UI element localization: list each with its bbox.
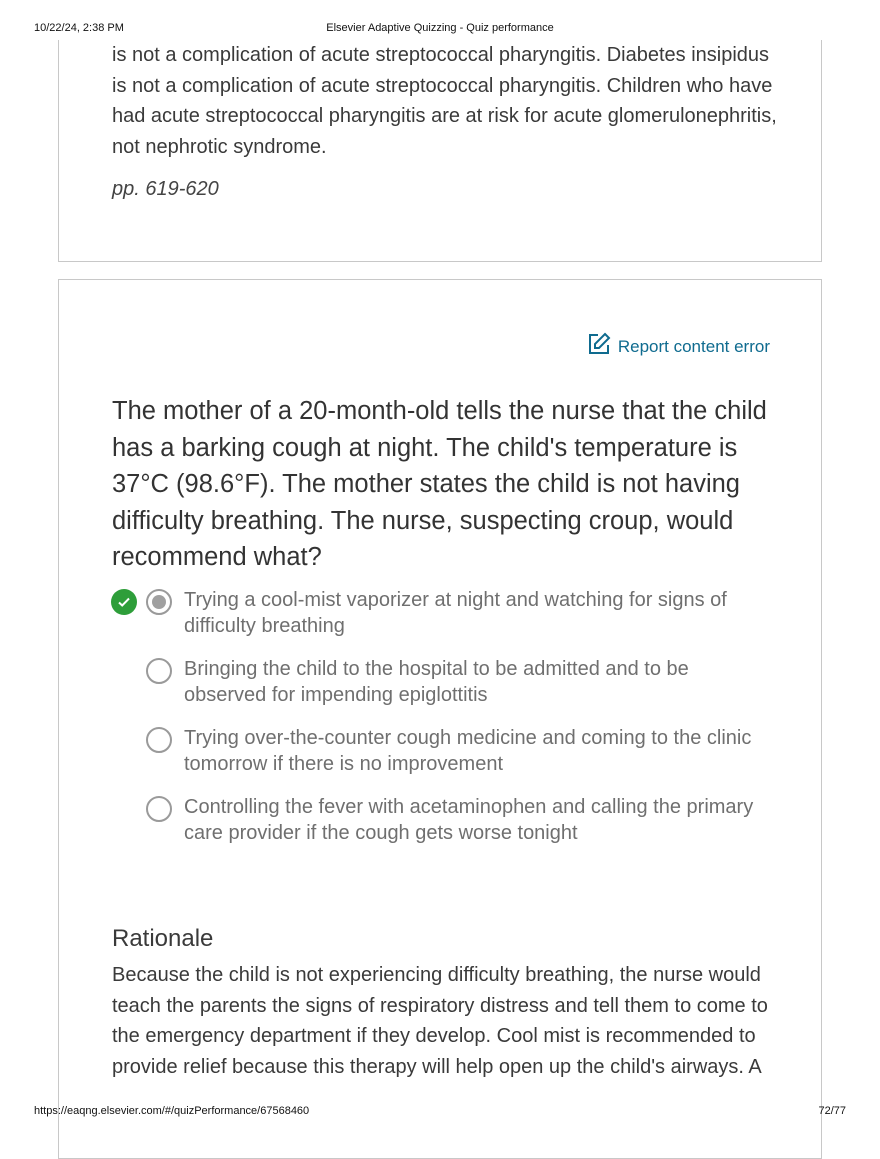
answer-option-text: Trying over-the-counter cough medicine and coming to the clinic tomorrow if there is no improvement bbox=[184, 727, 752, 775]
print-page-number: 72/77 bbox=[818, 1105, 846, 1117]
rationale-heading: Rationale bbox=[112, 925, 214, 952]
previous-question-card bbox=[58, 40, 822, 262]
previous-page-reference: pp. 619-620 bbox=[112, 178, 219, 200]
answer-radio-selected[interactable] bbox=[146, 589, 172, 615]
answer-option-text: Bringing the child to the hospital to be admitted and to be observed for impending epiglottitis bbox=[184, 658, 689, 706]
answer-option[interactable] bbox=[59, 587, 821, 643]
print-url: https://eaqng.elsevier.com/#/quizPerformance/67568460 bbox=[34, 1105, 310, 1117]
report-content-error-link[interactable] bbox=[587, 332, 770, 361]
answer-radio[interactable] bbox=[146, 658, 172, 684]
question-stem: The mother of a 20-month-old tells the nurse that the child has a barking cough at night. The child's temperature is 37°C (98.6°F). The mother states the child is not having difficulty breathing. The nurse, suspecting croup, would recommend what? bbox=[112, 397, 767, 571]
edit-icon bbox=[587, 332, 611, 361]
answer-radio[interactable] bbox=[146, 727, 172, 753]
print-title: Elsevier Adaptive Quizzing - Quiz performance bbox=[326, 22, 554, 34]
question-card bbox=[58, 279, 822, 1159]
answer-option[interactable] bbox=[59, 794, 821, 850]
answer-option-text: Controlling the fever with acetaminophen and calling the primary care provider if the cough gets worse tonight bbox=[184, 796, 754, 844]
print-datetime: 10/22/24, 2:38 PM bbox=[34, 22, 124, 34]
previous-rationale-text: is not a complication of acute streptococcal pharyngitis. Diabetes insipidus is not a complication of acute streptococcal pharyngitis. Children who have had acute streptococcal pharyngitis are at risk for acute glomerulonephritis, not nephrotic syndrome. bbox=[112, 44, 777, 158]
correct-check-icon bbox=[111, 589, 137, 615]
report-content-error-label: Report content error bbox=[617, 336, 770, 356]
answer-option[interactable] bbox=[59, 725, 821, 781]
rationale-text: Because the child is not experiencing difficulty breathing, the nurse would teach the parents the signs of respiratory distress and tell them to come to the emergency department if they develop. Cool mist is recommended to provide relief because this therapy will help open up the child's airways. A bbox=[112, 964, 768, 1078]
answer-option-text: Trying a cool-mist vaporizer at night and watching for signs of difficulty breathing bbox=[184, 589, 727, 637]
answer-radio[interactable] bbox=[146, 796, 172, 822]
answer-option[interactable] bbox=[59, 656, 821, 712]
